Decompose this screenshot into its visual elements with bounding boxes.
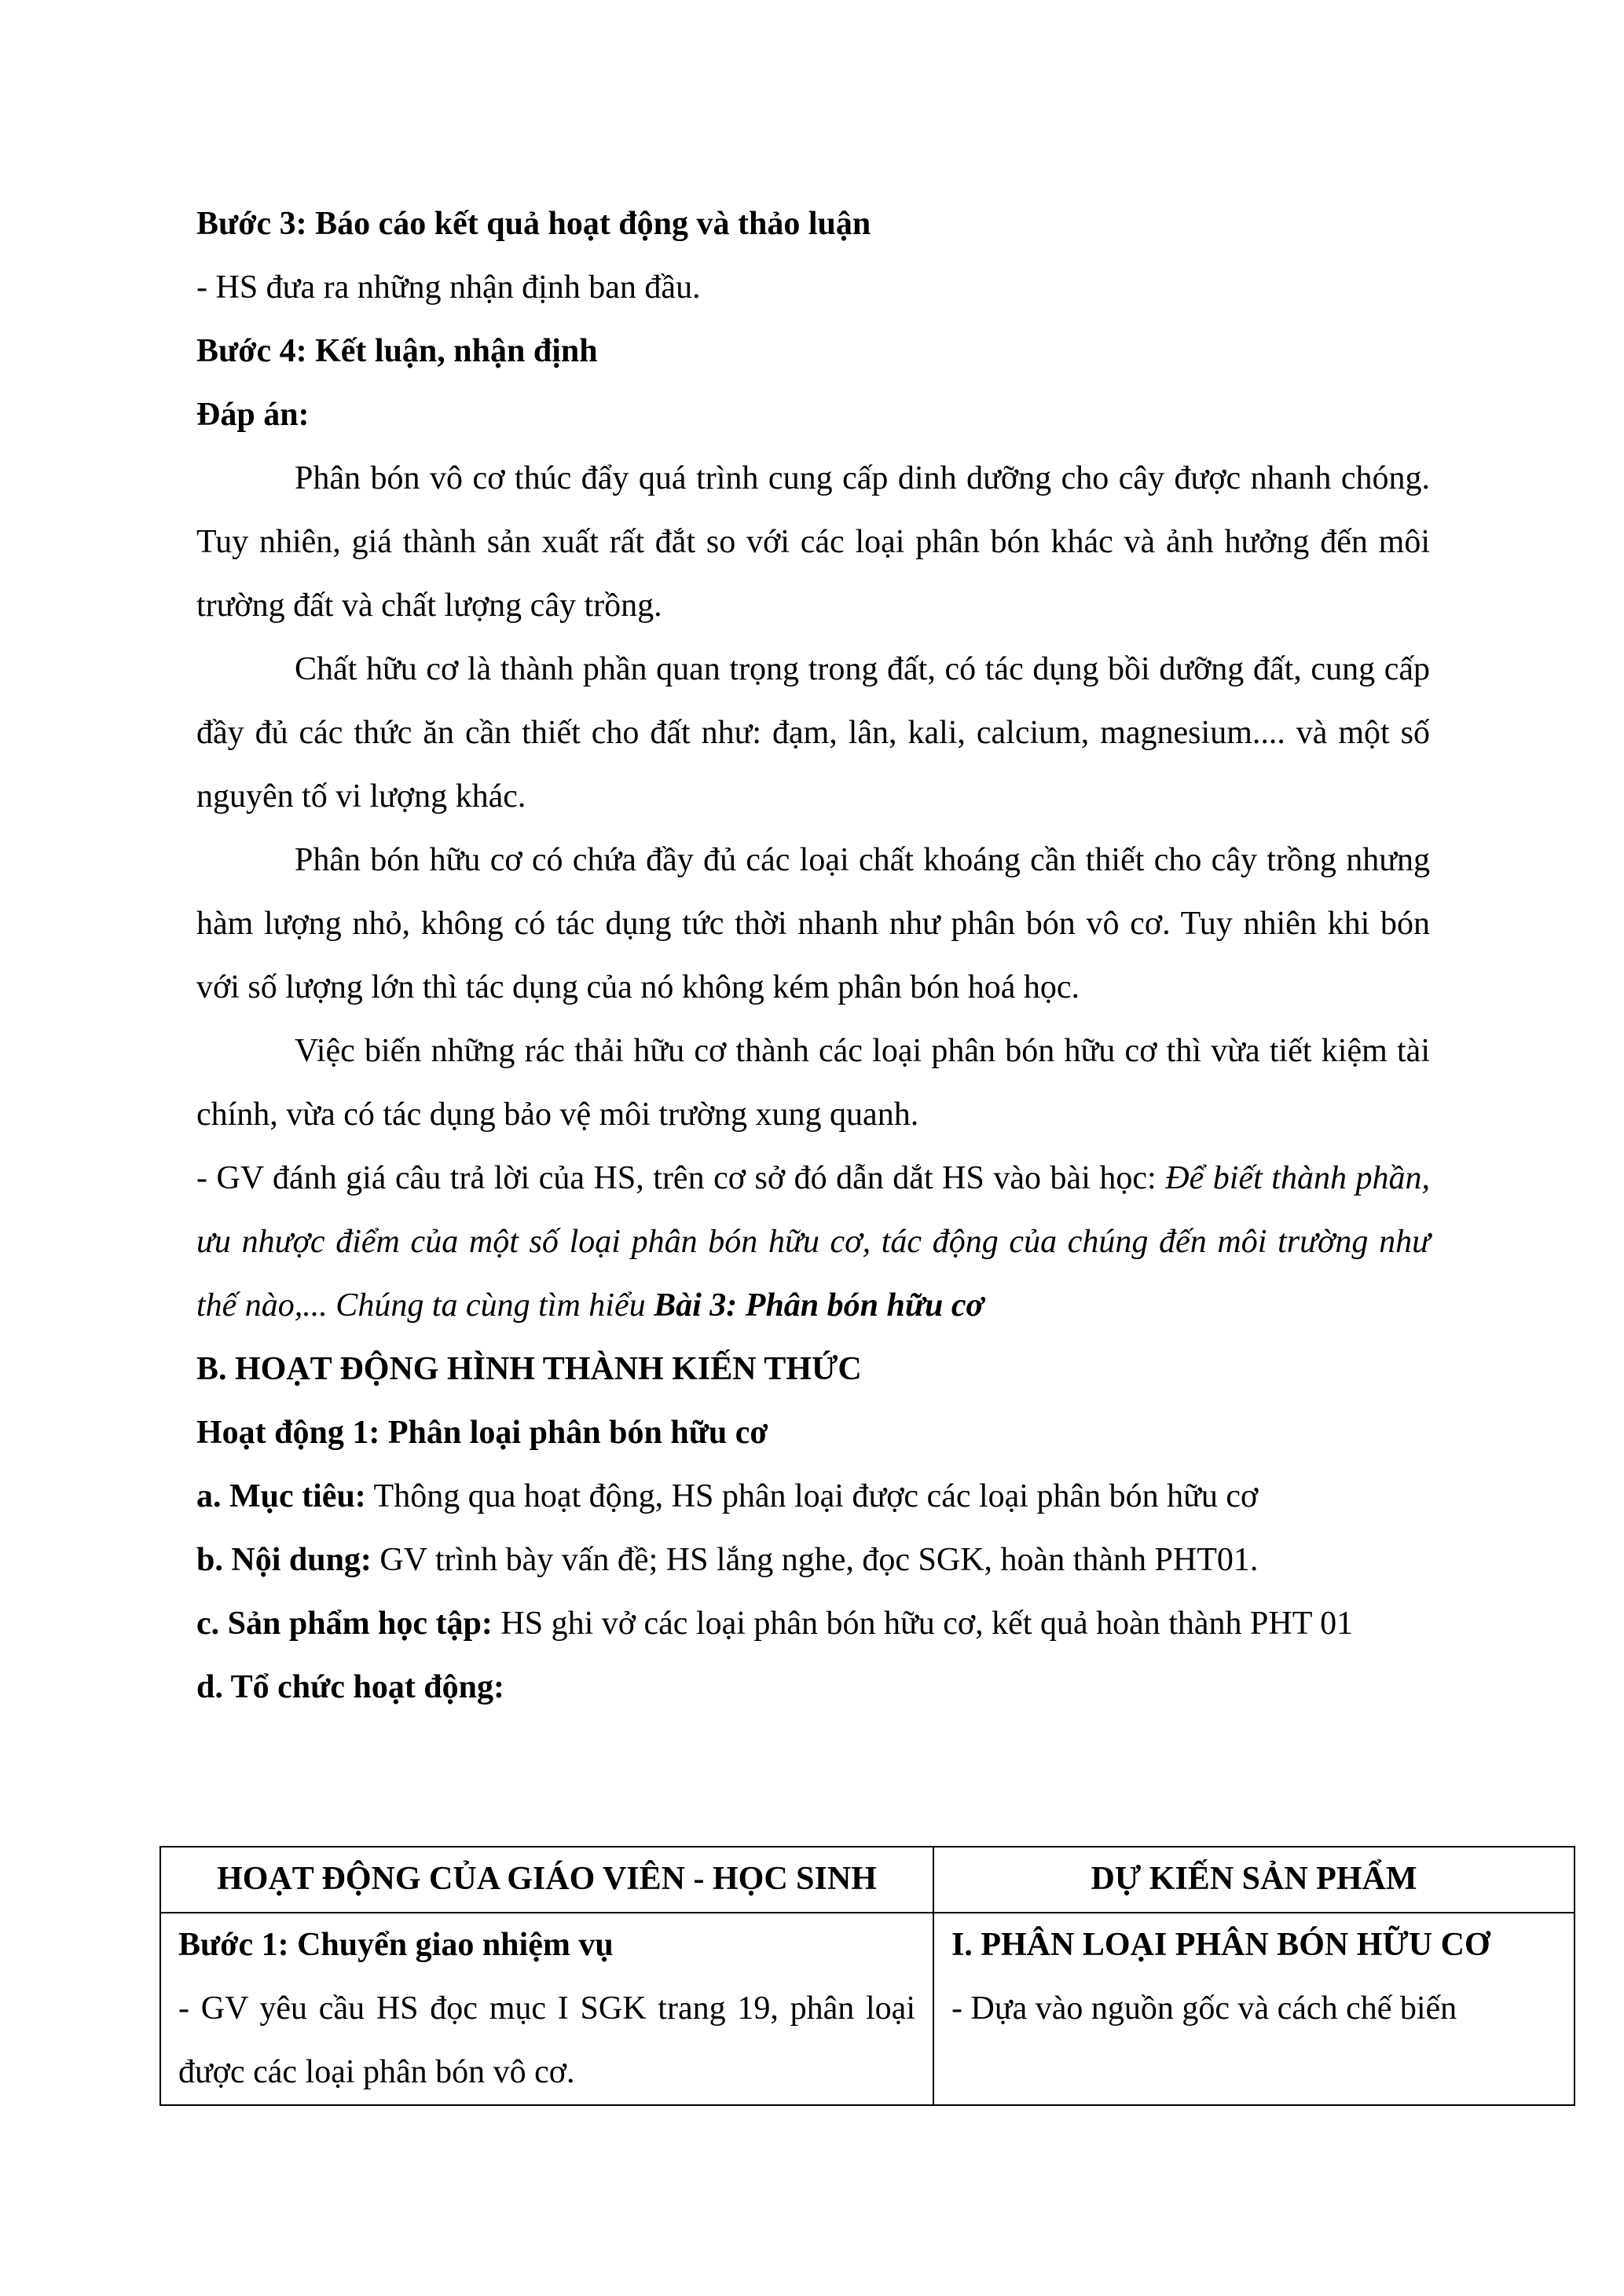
step1-heading: Bước 1: Chuyển giao nhiệm vụ xyxy=(178,1927,614,1963)
answer-label: Đáp án: xyxy=(196,397,310,433)
answer-paragraph-1: Phân bón vô cơ thúc đẩy quá trình cung cấp dinh dưỡng cho cây được nhanh chóng. Tuy nhiên, giá thành sản xuất rất đắt so với các loại phân bón khác và ảnh hưởng đến môi trường đất và chất lượng cây trồng. xyxy=(196,460,1430,624)
table-row xyxy=(160,1913,1575,2105)
content-label: b. Nội dung: xyxy=(196,1542,372,1578)
document-body xyxy=(196,192,1430,1719)
step3-text: - HS đưa ra những nhận định ban đầu. xyxy=(196,269,701,306)
header-teacher-student: HOẠT ĐỘNG CỦA GIÁO VIÊN - HỌC SINH xyxy=(160,1847,933,1913)
section-b-heading: B. HOẠT ĐỘNG HÌNH THÀNH KIẾN THỨC xyxy=(196,1351,862,1387)
objective-text: Thông qua hoạt động, HS phân loại được các loại phân bón hữu cơ xyxy=(365,1478,1259,1514)
organization-label: d. Tổ chức hoạt động: xyxy=(196,1669,505,1705)
answer-paragraph-2: Chất hữu cơ là thành phần quan trọng trong đất, có tác dụng bồi dưỡng đất, cung cấp đầy đủ các thức ăn cần thiết cho đất như: đạm, lân, kali, calcium, magnesium.... và một số nguyên tố vi lượng khác. xyxy=(196,651,1430,815)
activity-1-heading: Hoạt động 1: Phân loại phân bón hữu cơ xyxy=(196,1415,768,1451)
lesson-title: Bài 3: Phân bón hữu cơ xyxy=(654,1287,984,1324)
classification-text: - Dựa vào nguồn gốc và cách chế biến xyxy=(951,1990,1457,2027)
table-header-row xyxy=(160,1847,1575,1913)
product-label: c. Sản phẩm học tập: xyxy=(196,1606,493,1642)
content-line xyxy=(196,1529,1430,1592)
gv-transition-paragraph xyxy=(196,1147,1430,1338)
gv-intro-text: - GV đánh giá câu trả lời của HS, trên cơ sở đó dẫn dắt HS vào bài học: xyxy=(196,1160,1166,1196)
objective-label: a. Mục tiêu: xyxy=(196,1478,366,1514)
classification-heading: I. PHÂN LOẠI PHÂN BÓN HỮU CƠ xyxy=(951,1927,1490,1963)
product-text: HS ghi vở các loại phân bón hữu cơ, kết quả hoàn thành PHT 01 xyxy=(492,1606,1354,1642)
step1-text: - GV yêu cầu HS đọc mục I SGK trang 19, phân loại được các loại phân bón vô cơ. xyxy=(178,1990,915,2090)
activity-table xyxy=(159,1846,1575,2106)
content-text: GV trình bày vấn đề; HS lắng nghe, đọc SGK, hoàn thành PHT01. xyxy=(371,1542,1259,1578)
step4-heading: Bước 4: Kết luận, nhận định xyxy=(196,333,598,369)
teacher-student-cell xyxy=(160,1913,933,2105)
step3-heading: Bước 3: Báo cáo kết quả hoạt động và thảo luận xyxy=(196,206,871,242)
gv-italic-text: Để biết thành phần, ưu nhược điểm của một số loại phân bón hữu cơ, tác động của chúng đến môi trường như thế nào,... Chúng ta cùng tìm hiểu xyxy=(196,1160,1430,1324)
answer-paragraph-4: Việc biến những rác thải hữu cơ thành các loại phân bón hữu cơ thì vừa tiết kiệm tài chính, vừa có tác dụng bảo vệ môi trường xung quanh. xyxy=(196,1033,1430,1133)
answer-paragraph-3: Phân bón hữu cơ có chứa đầy đủ các loại chất khoáng cần thiết cho cây trồng nhưng hàm lượng nhỏ, không có tác dụng tức thời nhanh như phân bón vô cơ. Tuy nhiên khi bón với số lượng lớn thì tác dụng của nó không kém phân bón hoá học. xyxy=(196,842,1430,1005)
product-line xyxy=(196,1592,1430,1656)
expected-product-cell xyxy=(933,1913,1575,2105)
objective-line xyxy=(196,1465,1430,1529)
header-expected-product: DỰ KIẾN SẢN PHẨM xyxy=(933,1847,1575,1913)
